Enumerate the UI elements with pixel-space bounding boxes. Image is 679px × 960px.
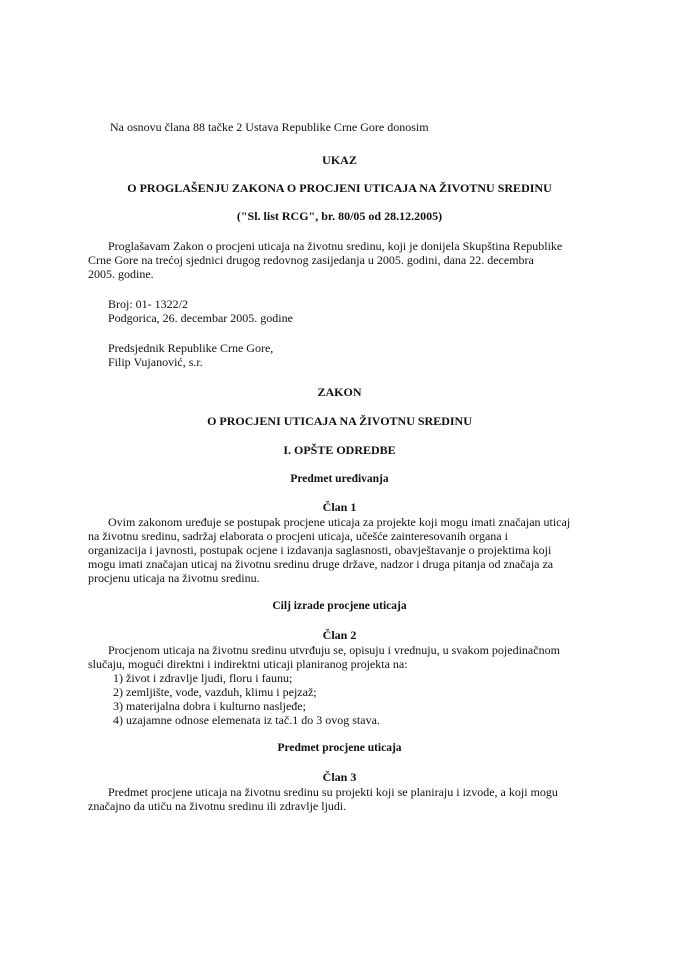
zakon-title: ZAKON xyxy=(317,385,362,399)
list-item: 4) uzajamne odnose elemenata iz tač.1 do 3 ovog stava. xyxy=(113,713,380,727)
list-item: 2) zemljište, vode, vazduh, klimu i pejzaž; xyxy=(113,685,317,699)
article-line: procjenu uticaja na životnu sredinu. xyxy=(88,571,260,585)
article-number: Član 2 xyxy=(322,628,357,642)
article-line: Procjenom uticaja na životnu sredinu utvrđuju se, opisuju i vrednuju, u svakom pojedinačnom xyxy=(108,643,560,657)
article-line: Ovim zakonom uređuje se postupak procjene uticaja za projekte koji mogu imati značajan uticaj xyxy=(108,515,571,529)
section-heading: Predmet uređivanja xyxy=(290,473,389,485)
article-line: na životnu sredinu, sadržaj elaborata o procjeni uticaja, učešće zainteresovanih organa i xyxy=(88,529,508,543)
list-item: 1) život i zdravlje ljudi, floru i faunu; xyxy=(113,671,293,685)
zakon-subtitle: O PROCJENI UTICAJA NA ŽIVOTNU SREDINU xyxy=(207,414,472,428)
ukaz-subtitle: O PROGLAŠENJU ZAKONA O PROCJENI UTICAJA NA ŽIVOTNU SREDINU xyxy=(127,181,552,195)
section-heading: Predmet procjene uticaja xyxy=(277,742,402,754)
ukaz-body-line: 2005. godine. xyxy=(88,267,154,281)
signatory-name: Filip Vujanović, s.r. xyxy=(108,355,203,369)
article-line: značajno da utiču na životnu sredinu ili zdravlje ljudi. xyxy=(88,799,347,813)
ukaz-body-line: Crne Gore na trećoj sjednici drugog redovnog zasijedanja u 2005. godini, dana 22. decembra xyxy=(88,253,534,267)
list-item: 3) materijalna dobra i kulturno nasljeđe; xyxy=(113,699,306,713)
ukaz-title: UKAZ xyxy=(322,153,357,167)
article-line: slučaju, mogući direktni i indirektni uticaji planiranog projekta na: xyxy=(88,657,408,671)
article-line: mogu imati značajan uticaj na životnu sredinu druge države, nadzor i druga pitanja od značaja za xyxy=(88,557,554,571)
ukaz-number: Broj: 01- 1322/2 xyxy=(108,297,188,311)
article-line: Predmet procjene uticaja na životnu sredinu su projekti koji se planiraju i izvode, a koji mogu xyxy=(108,785,558,799)
article-line: organizacija i javnosti, postupak ocjene i izdavanja saglasnosti, obavještavanje o projektima koji xyxy=(88,543,552,557)
part-heading: I. OPŠTE ODREDBE xyxy=(283,443,396,457)
ukaz-intro: Na osnovu člana 88 tačke 2 Ustava Republike Crne Gore donosim xyxy=(110,120,429,134)
article-number: Član 1 xyxy=(322,500,357,514)
article-number: Član 3 xyxy=(322,770,357,784)
ukaz-place-date: Podgorica, 26. decembar 2005. godine xyxy=(108,311,293,325)
ukaz-gazette: ("Sl. list RCG", br. 80/05 od 28.12.2005) xyxy=(236,209,443,223)
ukaz-body-line: Proglašavam Zakon o procjeni uticaja na životnu sredinu, koji je donijela Skupština Republike xyxy=(108,239,563,253)
section-heading: Cilj izrade procjene uticaja xyxy=(272,600,407,612)
signatory-title: Predsjednik Republike Crne Gore, xyxy=(108,341,274,355)
